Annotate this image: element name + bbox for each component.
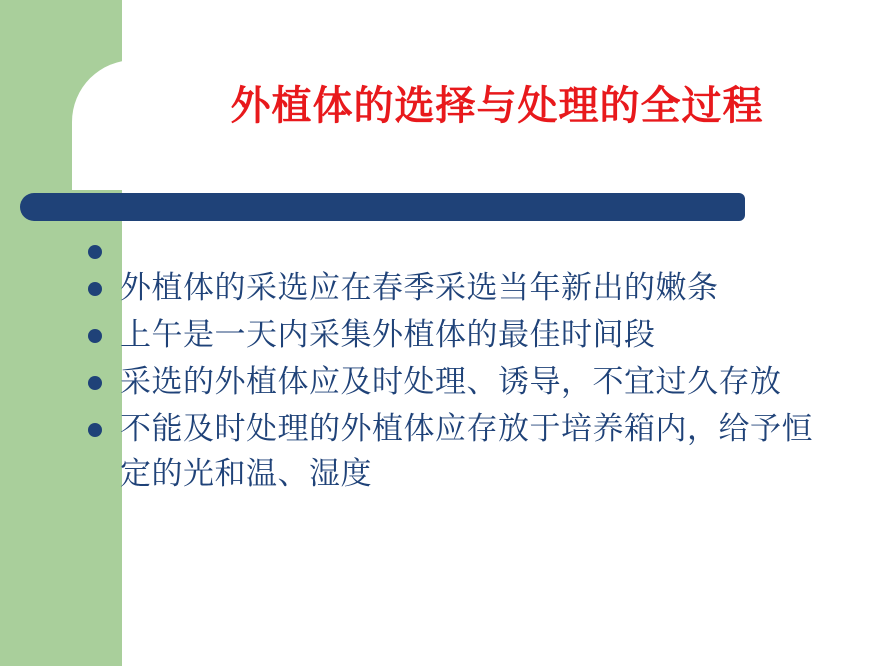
slide-title: 外植体的选择与处理的全过程 [230, 83, 764, 128]
bullet-dot-icon [88, 282, 102, 296]
list-item [88, 359, 878, 404]
bullet-list [88, 235, 878, 498]
bullet-dot-icon [88, 423, 102, 437]
list-item-label [120, 235, 878, 263]
slide-content-panel-upper [314, 0, 887, 70]
list-item-label: 上午是一天内采集外植体的最佳时间段 [120, 317, 656, 352]
list-item [88, 406, 878, 496]
list-item [88, 312, 878, 357]
list-item-label: 外植体的采选应在春季采选当年新出的嫩条 [120, 270, 719, 305]
list-item [88, 265, 878, 310]
bullet-dot-icon [88, 329, 102, 343]
list-item-label: 采选的外植体应及时处理、诱导，不宜过久存放 [120, 364, 782, 399]
bullet-dot-icon [88, 376, 102, 390]
list-item [88, 235, 878, 263]
title-underline-bar [20, 193, 745, 221]
bullet-dot-icon [88, 245, 102, 259]
list-item-label: 不能及时处理的外植体应存放于培养箱内，给予恒定的光和温、湿度 [120, 411, 813, 491]
